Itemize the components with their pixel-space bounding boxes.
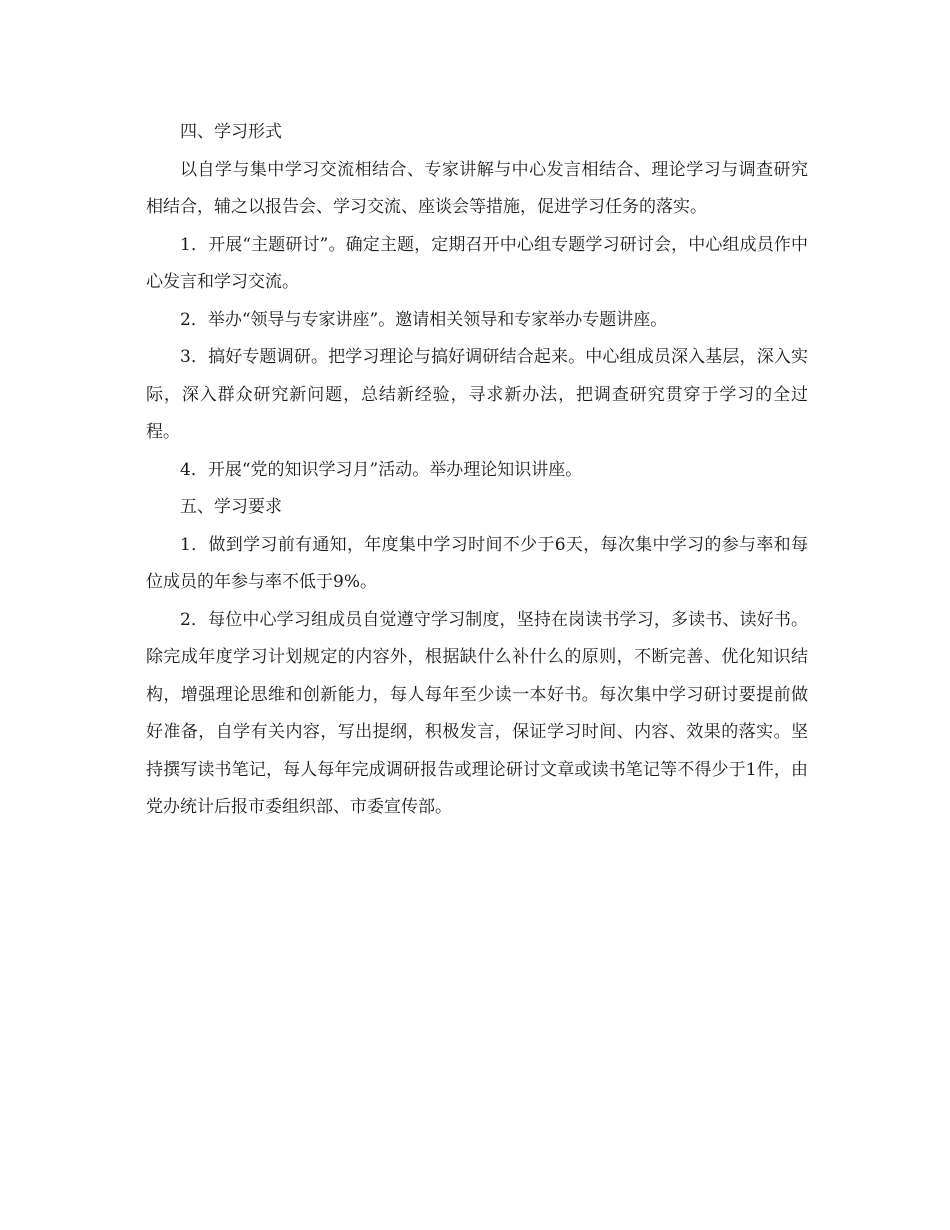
paragraph-study-form-intro: 以自学与集中学习交流相结合、专家讲解与中心发言相结合、理论学习与调查研究相结合，辅之以报告会、学习交流、座谈会等措施，促进学习任务的落实。: [146, 159, 808, 217]
paragraph-item-expert-lecture: 2．举办“领导与专家讲座”。邀请相关领导和专家举办专题讲座。: [180, 309, 668, 330]
paragraph-item-research: 3．搞好专题调研。把学习理论与搞好调研结合起来。中心组成员深入基层，深入实际，深入群众研究新问题，总结新经验，寻求新办法，把调查研究贯穿于学习的全过程。: [146, 347, 808, 442]
section-heading-study-requirements: 五、学习要求: [180, 497, 282, 517]
paragraph-requirement-notice: 1．做到学习前有通知，年度集中学习时间不少于6天，每次集中学习的参与率和每位成员的年参与率不低于9%。: [146, 534, 808, 592]
document-body: [146, 114, 808, 827]
section-heading-study-form: 四、学习形式: [180, 122, 282, 142]
paragraph-requirement-members: 2．每位中心学习组成员自觉遵守学习制度，坚持在岗读书学习，多读书、读好书。除完成年度学习计划规定的内容外，根据缺什么补什么的原则，不断完善、优化知识结构，增强理论思维和创新能力，每人每年至少读一本好书。每次集中学习研讨要提前做好准备，自学有关内容，写出提纲，积极发言，保证学习时间、内容、效果的落实。坚持撰写读书笔记，每人每年完成调研报告或理论研讨文章或读书笔记等不得少于1件，由党办统计后报市委组织部、市委宣传部。: [146, 609, 808, 817]
paragraph-item-topic-seminar: 1．开展“主题研讨”。确定主题，定期召开中心组专题学习研讨会，中心组成员作中心发言和学习交流。: [146, 234, 808, 292]
paragraph-item-knowledge-month: 4．开展“党的知识学习月”活动。举办理论知识讲座。: [180, 459, 583, 480]
